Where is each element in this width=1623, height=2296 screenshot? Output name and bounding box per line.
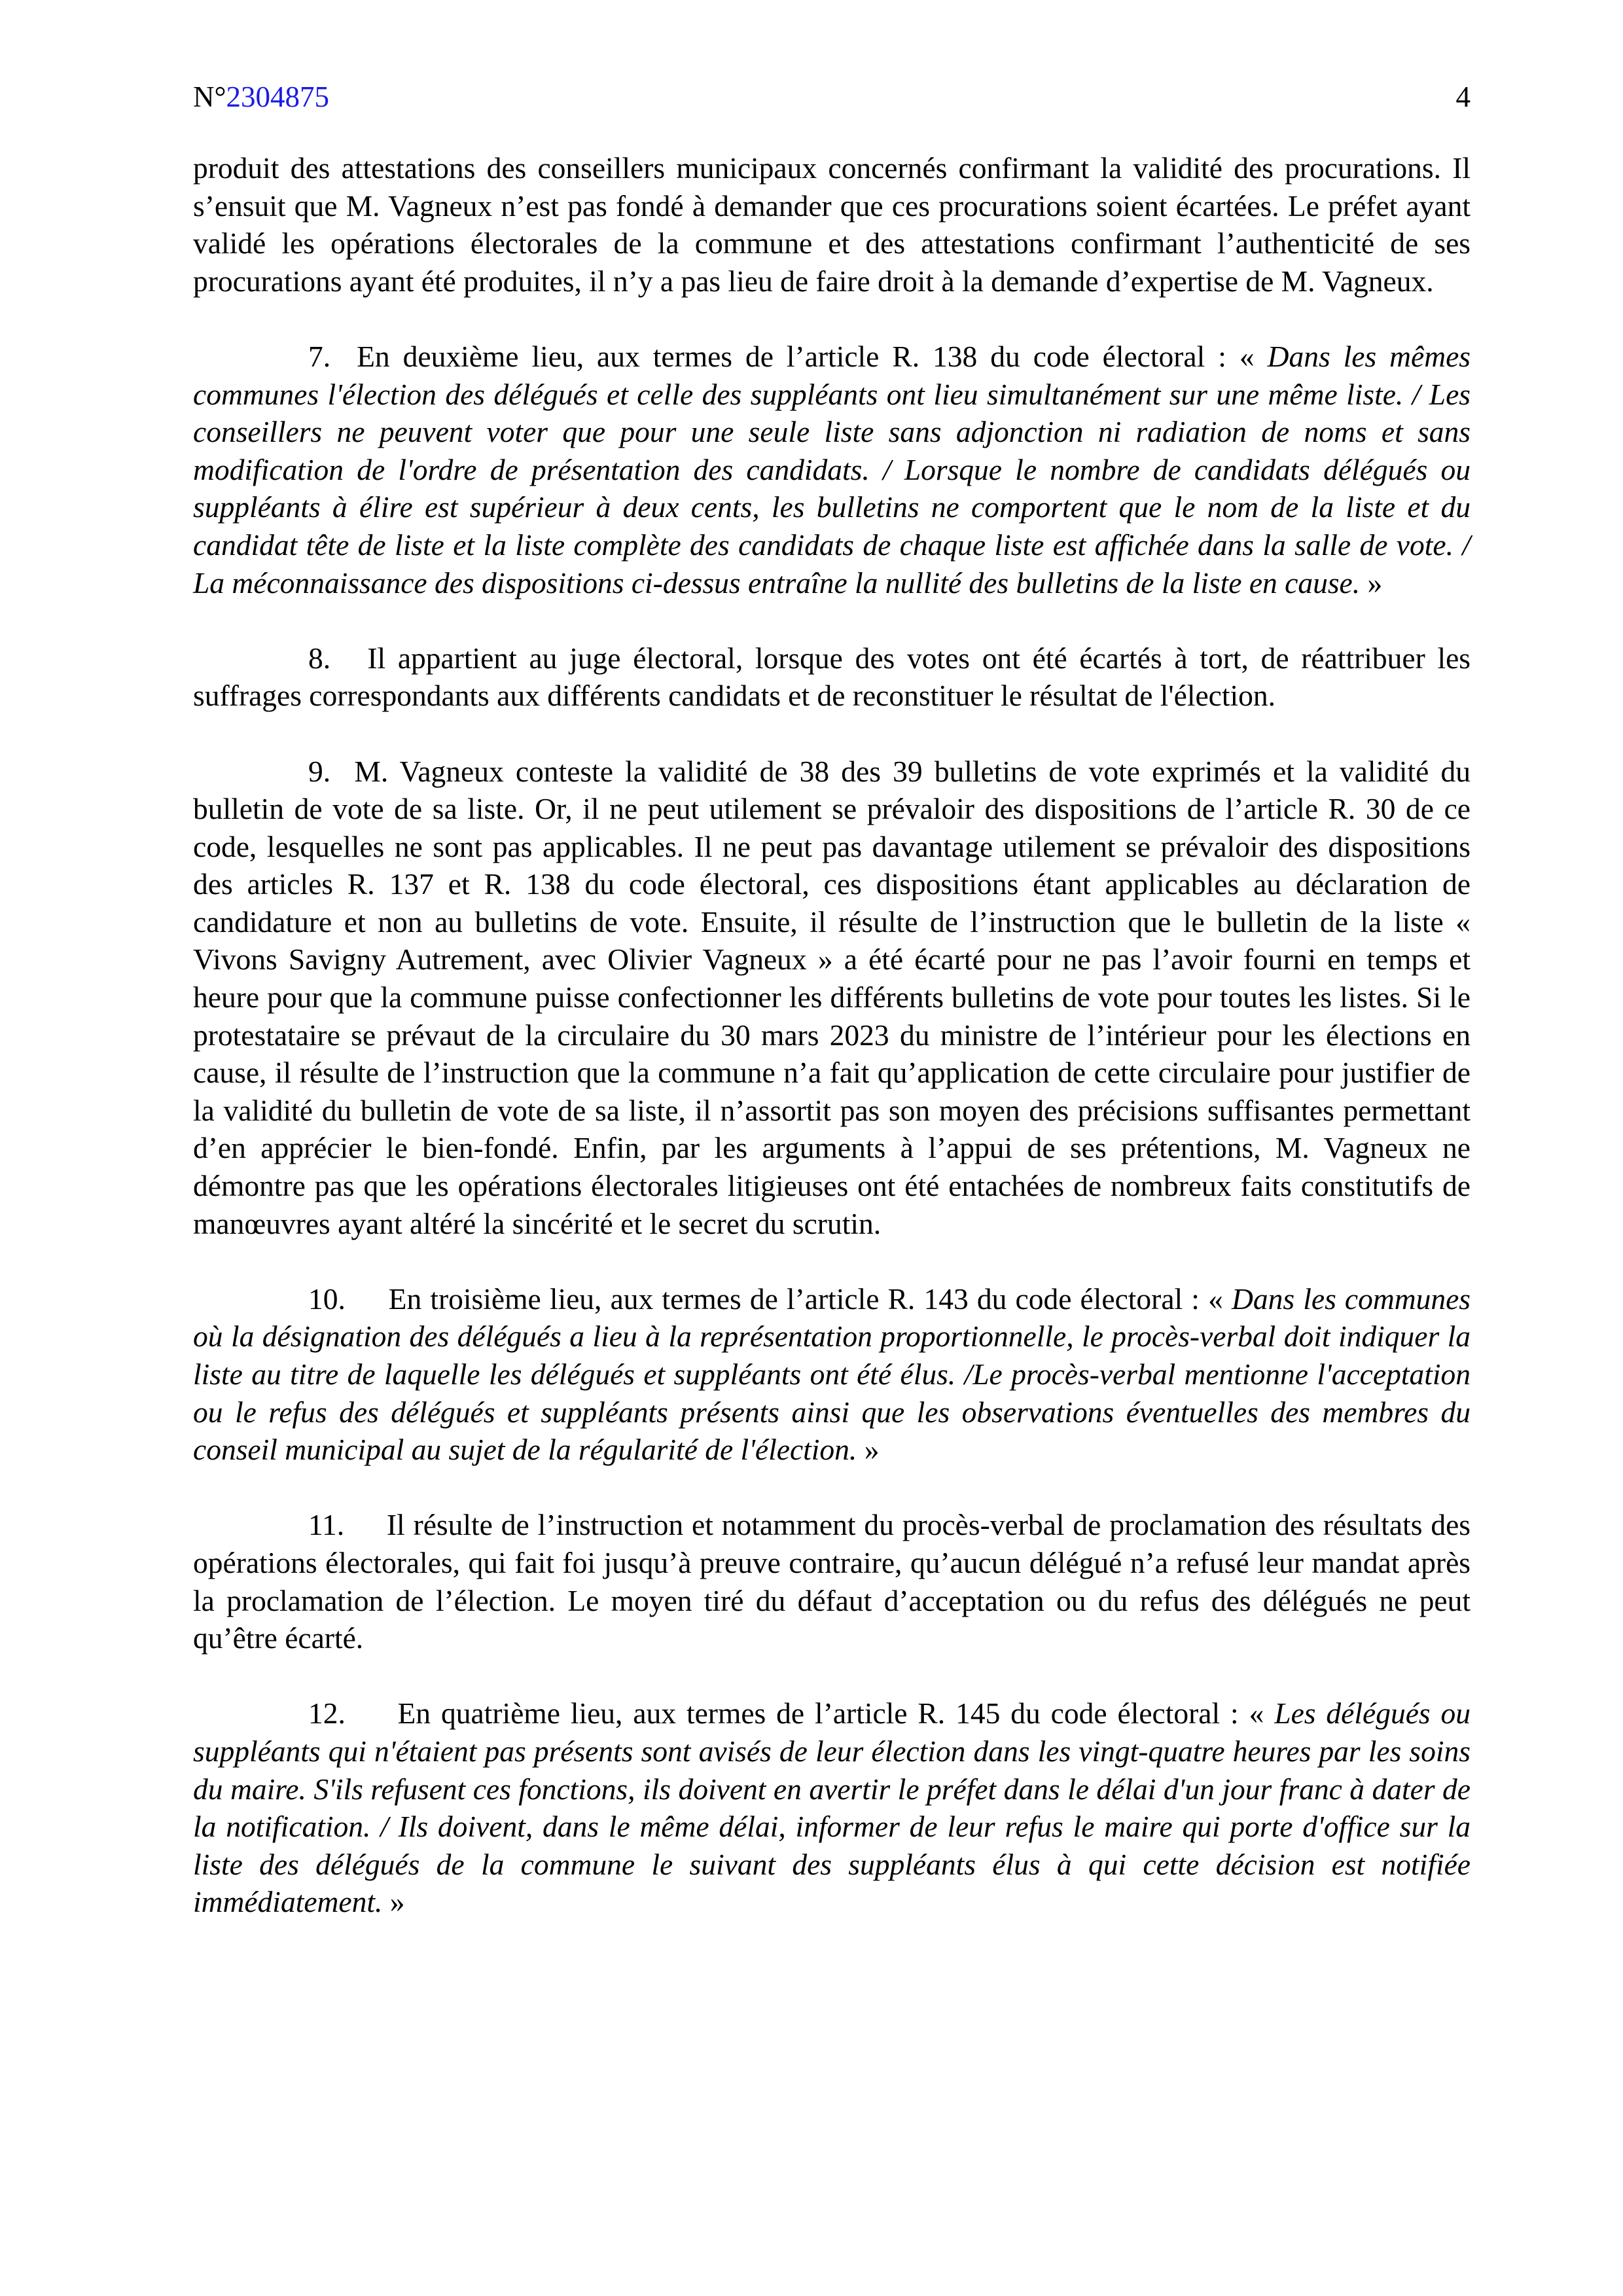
paragraph-10 (193, 1280, 1471, 1469)
document-body (193, 149, 1471, 1959)
paragraph-11 (193, 1506, 1471, 1657)
paragraph-text: En quatrième lieu, aux termes de l’article R. 145 du code électoral : « (397, 1696, 1275, 1731)
case-number-digits: 2304875 (226, 81, 329, 113)
case-number (193, 77, 329, 117)
closing-quote: » (1360, 565, 1383, 600)
paragraph-text: M. Vagneux conteste la validité de 38 des 39 bulletins de vote exprimés et la validité du bulletin de vote de sa liste. Or, il ne peut utilement se prévaloir des dispositions de l’article R. 30 de ce code, lesquelles ne sont pas applicables. Il ne peut pas davantage utilement se prévaloir des dispositions des articles R. 137 et R. 138 du code électoral, ces dispositions étant applicables au déclaration de candidature et non au bulletins de vote. Ensuite, il résulte de l’instruction que le bulletin de la liste « Vivons Savigny Autrement, avec Olivier Vagneux » a été écarté pour ne pas l’avoir fourni en temps et heure pour que la commune puisse confectionner les différents bulletins de vote pour toutes les listes. Si le protestataire se prévaut de la circulaire du 30 mars 2023 du ministre de l’intérieur pour les élections en cause, il résulte de l’instruction que la commune n’a fait qu’application de cette circulaire pour justifier de la validité du bulletin de vote de sa liste, il n’assortit pas son moyen des précisions suffisantes permettant d’en apprécier le bien-fondé. Enfin, par les arguments à l’appui de ses prétentions, M. Vagneux ne démontre pas que les opérations électorales litigieuses ont été entachées de nombreux faits constitutifs de manœuvres ayant altéré la sincérité et le secret du scrutin. (193, 754, 1471, 1240)
quoted-article-text: Dans les mêmes communes l'élection des délégués et celle des suppléants ont lieu simultanément sur une même liste. / Les conseillers ne peuvent voter que pour une seule liste sans adjonction ni radiation de noms et sans modification de l'ordre de présentation des candidats. / Lorsque le nombre de candidats délégués ou suppléants à élire est supérieur à deux cents, les bulletins ne comportent que le nom de la liste et du candidat tête de liste et la liste complète des candidats de chaque liste est affichée dans la salle de vote. / La méconnaissance des dispositions ci-dessus entraîne la nullité des bulletins de la liste en cause. (193, 339, 1471, 600)
closing-quote: » (857, 1433, 880, 1467)
paragraph-7 (193, 338, 1471, 601)
paragraph-number: 8. (308, 641, 331, 675)
paragraph-12 (193, 1695, 1471, 1921)
quoted-article-text: Dans les communes où la désignation des délégués a lieu à la représentation proportionnelle, le procès-verbal doit indiquer la liste au titre de laquelle les délégués et suppléants ont été élus. /Le procès-verbal mentionne l'acceptation ou le refus des délégués et suppléants présents ainsi que les observations éventuelles des membres du conseil municipal au sujet de la régularité de l'élection. (193, 1282, 1471, 1467)
paragraph-number: 12. (308, 1696, 346, 1731)
page-number: 4 (1455, 81, 1471, 113)
paragraph-text: En deuxième lieu, aux termes de l’article R. 138 du code électoral : « (357, 339, 1268, 373)
case-number-prefix: N° (193, 81, 226, 113)
paragraph-9 (193, 753, 1471, 1243)
closing-quote: » (382, 1885, 405, 1919)
quoted-article-text: Les délégués ou suppléants qui n'étaient pas présents sont avisés de leur élection dans les vingt-quatre heures par les soins du maire. S'ils refusent ces fonctions, ils doivent en avertir le préfet dans le délai d'un jour franc à dater de la notification. / Ils doivent, dans le même délai, informer de leur refus le maire qui porte d'office sur la liste des délégués de la commune le suivant des suppléants élus à qui cette décision est notifiée immédiatement. (193, 1696, 1471, 1919)
paragraph-number: 7. (308, 339, 331, 373)
paragraph-text: Il appartient au juge électoral, lorsque des votes ont été écartés à tort, de réattribuer les suffrages correspondants aux différents candidats et de reconstituer le résultat de l'élection. (193, 641, 1471, 713)
paragraph-text: En troisième lieu, aux termes de l’article R. 143 du code électoral : « (388, 1282, 1232, 1316)
paragraph-number: 11. (308, 1508, 345, 1542)
paragraph-text: Il résulte de l’instruction et notamment du procès-verbal de proclamation des résultats des opérations électorales, qui fait foi jusqu’à preuve contraire, qu’aucun délégué n’a refusé leur mandat après la proclamation de l’élection. Le moyen tiré du défaut d’acceptation ou du refus des délégués ne peut qu’être écarté. (193, 1508, 1471, 1655)
paragraph-number: 9. (308, 754, 331, 788)
paragraph-number: 10. (308, 1282, 346, 1316)
paragraph-text: produit des attestations des conseillers municipaux concernés confirmant la validité des procurations. Il s’ensuit que M. Vagneux n’est pas fondé à demander que ces procurations soient écartées. Le préfet ayant validé les opérations électorales de la commune et des attestations confirmant l’authenticité de ses procurations ayant été produites, il n’y a pas lieu de faire droit à la demande d’expertise de M. Vagneux. (193, 151, 1471, 298)
paragraph-6-continued (193, 149, 1471, 300)
paragraph-8 (193, 639, 1471, 715)
